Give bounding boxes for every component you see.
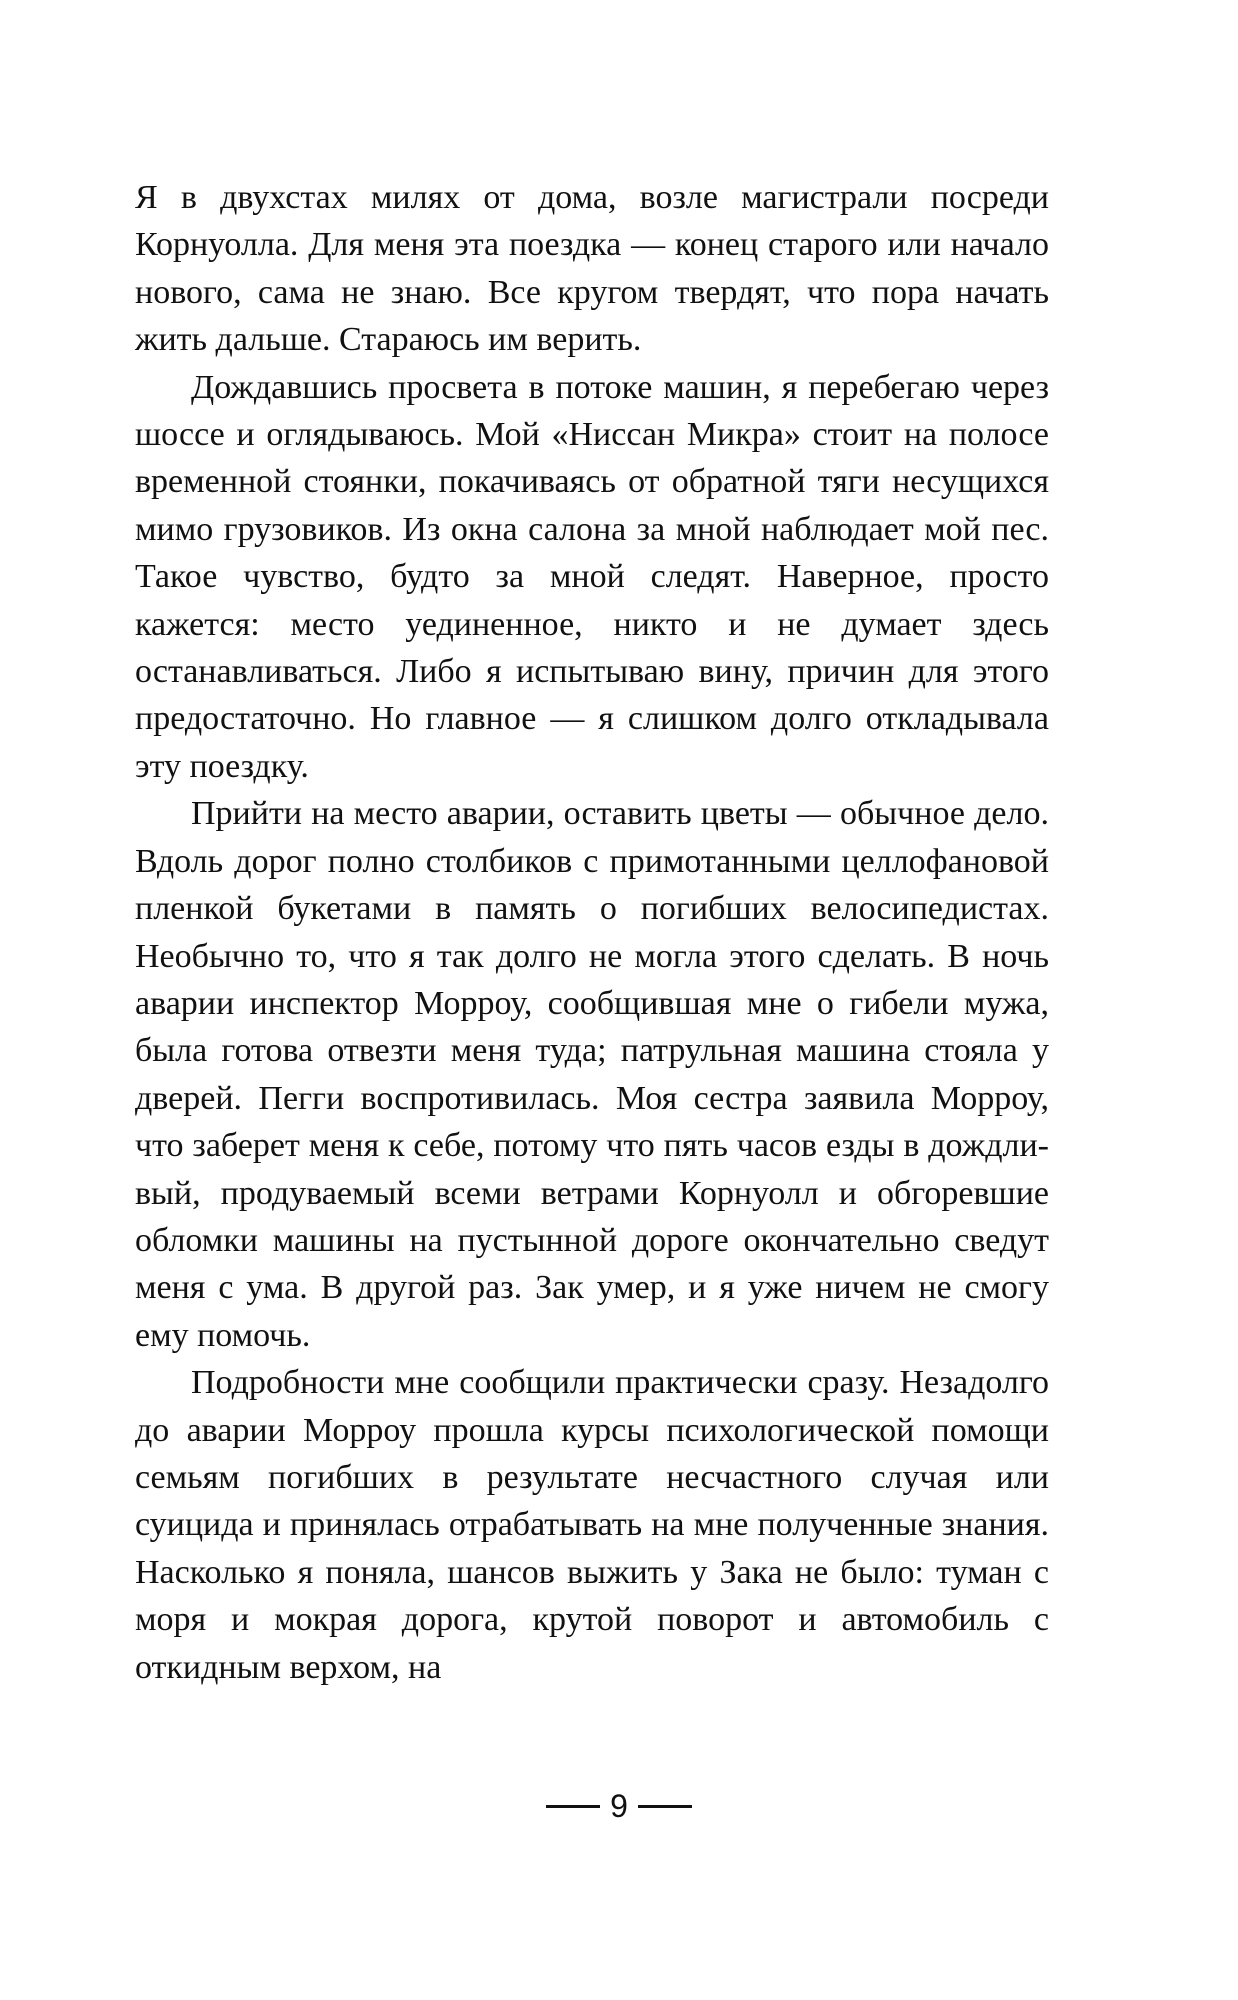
paragraph-3: Прийти на место аварии, оставить цветы — обычное дело. Вдоль дорог полно столбиков с примотанными целлофановой пленкой букетами в память о погибших велосипедистах. Необычно то, что я так долго не могла этого сделать. В ночь аварии инспектор Морроу, сообщившая мне о гибели мужа, была готова отвезти меня туда; патрульная машина стояла у дверей. Пегги воспротивилась. Моя сестра заявила Морроу, что заберет меня к себе, потому что пять часов езды в дождливый, продуваемый всеми ветрами Корнуолл и обгоревшие обломки машины на пустынной дороге окончательно сведут меня с ума. В другой раз. Зак умер, и я уже ничем не смогу ему помочь. [135,795,1049,1354]
paragraph-4: Подробности мне сообщили практически сразу. Незадолго до аварии Морроу прошла курсы психологической помощи семьям погибших в результате несчастного случая или суицида и принялась отрабатывать на мне полученные знания. Насколько я поняла, шансов выжить у Зака не было: туман с моря и мокрая дорога, крутой поворот и автомобиль с откидным верхом, на [135,1364,1049,1686]
right-dash-decoration [638,1805,692,1808]
left-dash-decoration [546,1805,600,1808]
paragraph-2: Дождавшись просвета в потоке машин, я перебегаю через шоссе и оглядываюсь. Мой «Ниссан Микра» стоит на полосе временной стоянки, покачиваясь от обратной тяги несущихся мимо грузовиков. Из окна салона за мной наблюдает мой пес. Такое чувство, будто за мной следят. Наверное, просто кажется: место уединенное, никто и не думает здесь останавливаться. Либо я испытываю вину, причин для этого предостаточно. Но главное — я слишком долго откладывала эту поездку. [135,368,1049,785]
page-number-footer [0,1786,1238,1826]
paragraph-1: Я в двухстах милях от дома, возле магистрали посреди Корнуолла. Для меня эта поездка — конец старого или начало нового, сама не знаю. Все кругом твердят, что пора начать жить дальше. Стараюсь им верить. [135,179,1049,359]
body-text [135,174,1049,1691]
page-number: 9 [610,1788,628,1824]
